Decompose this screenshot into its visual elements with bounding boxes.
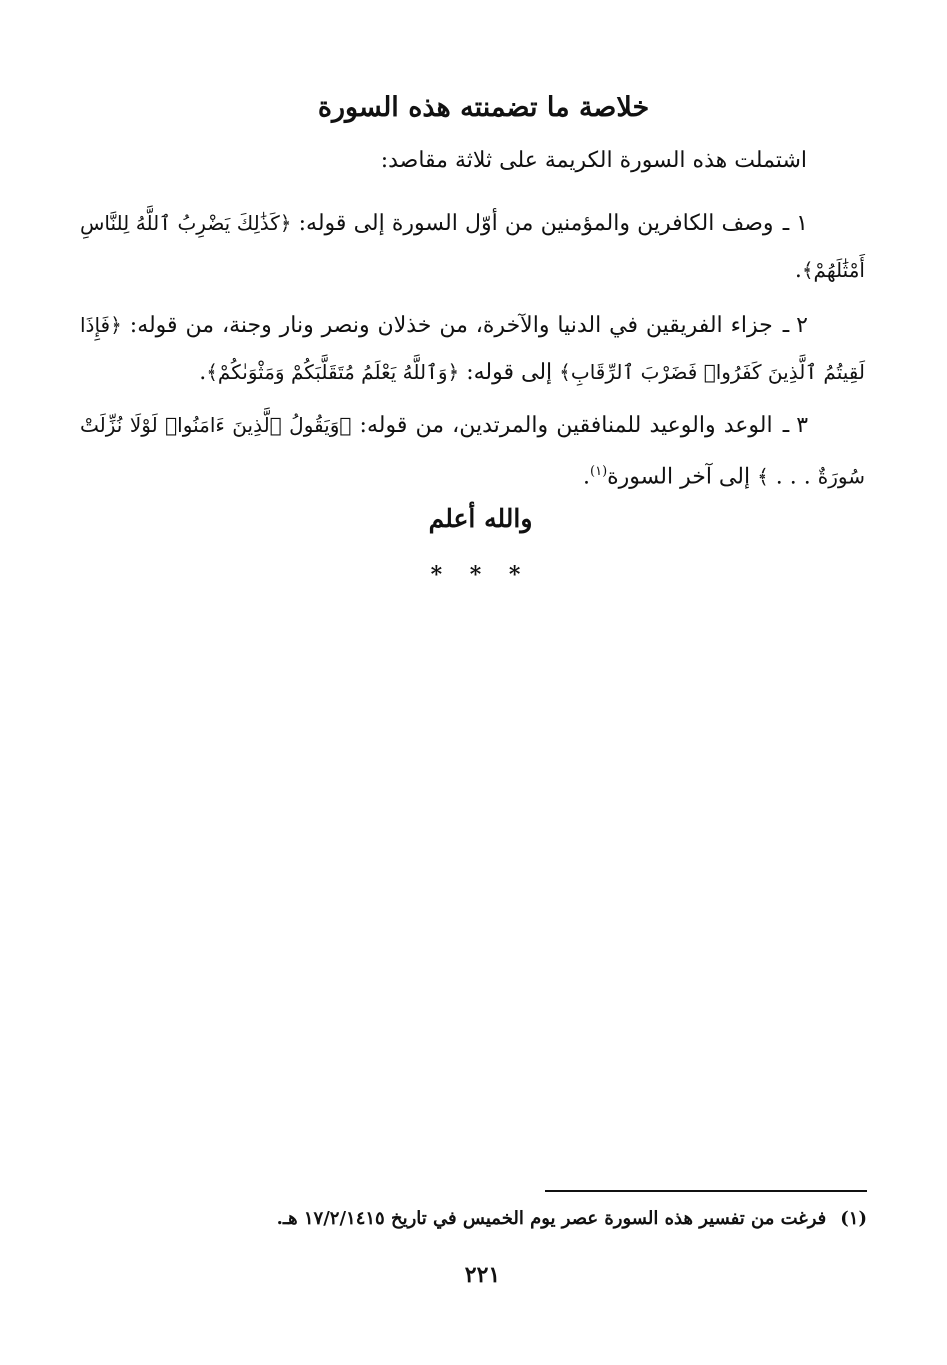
footnote: [277, 1208, 867, 1229]
footnote-reference[interactable]: (١): [590, 464, 608, 479]
quote-ellipsis: . . .: [768, 464, 818, 490]
intro-paragraph: اشتملت هذه السورة الكريمة على ثلاثة مقاصد:: [380, 148, 807, 173]
list-item: [80, 402, 865, 500]
section-title: خلاصة ما تضمنته هذه السورة: [317, 92, 650, 123]
item-end: .: [583, 464, 590, 490]
footnote-mark: (١): [840, 1208, 867, 1229]
item-number: ٢ ـ: [782, 313, 808, 338]
item-end: .: [794, 258, 802, 283]
closing-phrase: والله أعلم: [428, 504, 533, 533]
quran-quote: وَيَقُولُ ٱلَّذِينَ ءَامَنُوا۟ لَوْلَا نُزِّلَتْ سُورَةٌ: [80, 413, 865, 489]
quran-open-bracket: ﴿: [447, 360, 460, 384]
quran-close-bracket: ﴾: [206, 360, 218, 384]
quran-quote: كَذَٰلِكَ يَضْرِبُ ٱللَّهُ لِلنَّاسِ أَمْثَٰلَهُمْ: [80, 211, 865, 282]
item-middle-text: إلى قوله:: [459, 360, 560, 385]
list-item: [80, 302, 865, 396]
footnote-text: فرغت من تفسير هذه السورة عصر يوم الخميس في تاريخ ١٧/٢/١٤١٥ هـ.: [276, 1208, 827, 1229]
item-text: جزاء الفريقين في الدنيا والآخرة، من خذلان ونصر ونار وجنة، من قوله:: [121, 313, 773, 338]
quran-open-bracket: ﴿: [110, 313, 122, 337]
page-number: ٢٢١: [464, 1262, 501, 1288]
quran-close-bracket: ﴾: [801, 258, 814, 282]
item-text: وصف الكافرين والمؤمنين من أوّل السورة إلى قوله:: [291, 211, 774, 236]
quran-quote: فَإِذَا لَقِيتُمُ ٱلَّذِينَ كَفَرُوا۟ فَضَرْبَ ٱلرِّقَابِ: [80, 313, 865, 384]
item-text: الوعد والوعيد للمنافقين والمرتدين، من قوله:: [351, 413, 773, 438]
quran-open-bracket: ﴿: [279, 211, 292, 235]
item-number: ٣ ـ: [782, 413, 809, 438]
item-end: .: [199, 360, 207, 385]
quran-close-bracket: ﴾: [757, 464, 769, 489]
section-separator: * * *: [430, 562, 531, 588]
quran-quote: وَٱللَّهُ يَعْلَمُ مُتَقَلَّبَكُمْ وَمَثْوَىٰكُمْ: [217, 360, 448, 384]
quran-open-bracket: ﴿: [339, 413, 352, 437]
item-after-text: إلى آخر السورة: [607, 464, 758, 490]
item-number: ١ ـ: [782, 211, 808, 236]
footnote-divider: [545, 1190, 867, 1192]
quran-close-bracket: ﴾: [559, 360, 571, 384]
list-item: [80, 200, 865, 294]
